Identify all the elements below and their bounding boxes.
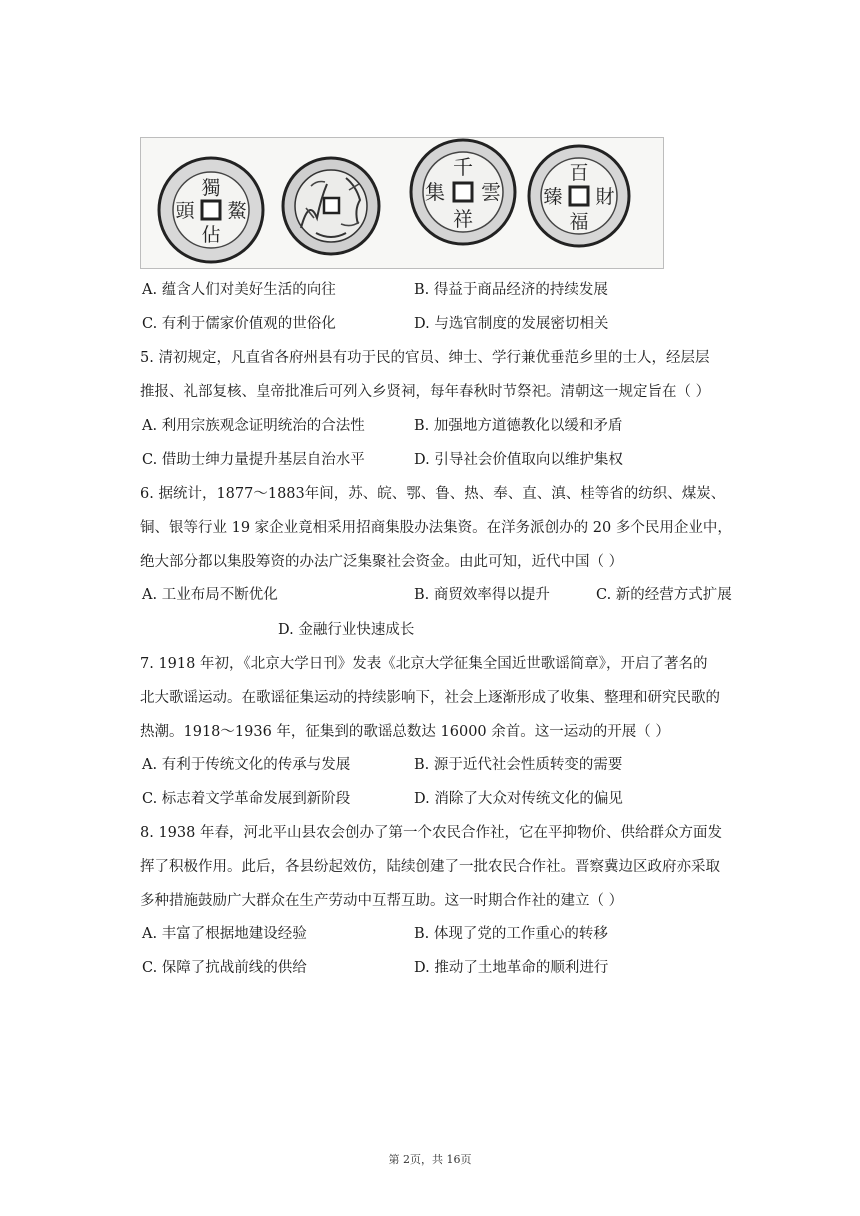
q6-stem-line-1: 6. 据统计，1877～1883年间，苏、皖、鄂、鲁、热、奉、直、滇、桂等省的纺织、煤炭、 (140, 486, 726, 502)
q6-stem-line-2: 铜、银等行业 19 家企业竟相采用招商集股办法集资。在洋务派创办的 20 多个民用企业中， (140, 520, 732, 536)
q7-option-d: D. 消除了大众对传统文化的偏见 (414, 791, 623, 807)
q6-option-b: B. 商贸效率得以提升 (414, 587, 550, 603)
q8-option-a: A. 丰富了根据地建设经验 (142, 926, 307, 942)
q7-stem-line-1: 7. 1918 年初，《北京大学日刊》发表《北京大学征集全国近世歌谣简章》，开启了著名的 (140, 656, 708, 672)
q7-option-a: A. 有利于传统文化的传承与发展 (142, 757, 351, 773)
q6-option-a: A. 工业布局不断优化 (142, 587, 278, 603)
q8-option-c: C. 保障了抗战前线的供给 (142, 960, 307, 976)
q5-stem-line-1: 5. 清初规定，凡直省各府州县有功于民的官员、绅士、学行兼优垂范乡里的士人，经层层 (140, 350, 710, 366)
q8-stem-line-2: 挥了积极作用。此后，各县纷起效仿，陆续创建了一批农民合作社。晋察冀边区政府亦采取 (140, 859, 720, 875)
q4-option-a: A. 蕴含人们对美好生活的向往 (142, 282, 336, 298)
q4-option-d: D. 与选官制度的发展密切相关 (414, 316, 609, 332)
q8-option-b: B. 体现了党的工作重心的转移 (414, 926, 608, 942)
q7-stem-line-3: 热潮。1918～1936 年，征集到的歌谣总数达 16000 余首。这一运动的开展（ ） (140, 724, 670, 740)
coin-figure (140, 137, 664, 269)
q6-option-c: C. 新的经营方式扩展 (596, 587, 732, 603)
coin-3-bottom: 祥 (453, 207, 473, 231)
coin-1-right: 鰲 (227, 200, 247, 222)
q7-stem-line-2: 北大歌谣运动。在歌谣征集运动的持续影响下，社会上逐渐形成了收集、整理和研究民歌的 (140, 690, 720, 706)
coin-1-left: 頭 (175, 200, 195, 222)
q7-option-b: B. 源于近代社会性质转变的需要 (414, 757, 623, 773)
q6-stem-line-3: 绝大部分都以集股筹资的办法广泛集聚社会资金。由此可知，近代中国（ ） (140, 554, 624, 570)
coin-3-right: 雲 (481, 180, 501, 204)
coin-4-top: 百 (569, 162, 589, 184)
coin-3-top: 千 (453, 155, 473, 179)
coin-3 (411, 140, 515, 244)
q4-option-c: C. 有利于儒家价值观的世俗化 (142, 316, 336, 332)
q8-stem-line-1: 8. 1938 年春，河北平山县农会创办了第一个农民合作社，它在平抑物价、供给群众方面发 (140, 825, 722, 841)
page-number-footer: 第 2页，共 16页 (388, 1153, 472, 1166)
q8-option-d: D. 推动了土地革命的顺利进行 (414, 960, 609, 976)
coin-1-bottom: 佔 (201, 224, 221, 246)
q5-option-b: B. 加强地方道德教化以缓和矛盾 (414, 418, 623, 434)
q4-option-b: B. 得益于商品经济的持续发展 (414, 282, 608, 298)
coin-4-right: 財 (595, 186, 615, 208)
q5-stem-line-2: 推报、礼部复核、皇帝批准后可列入乡贤祠，每年春秋时节祭祀。清朝这一规定旨在（ ） (140, 384, 711, 400)
q6-option-d: D. 金融行业快速成长 (278, 622, 415, 638)
q5-option-c: C. 借助士绅力量提升基层自治水平 (142, 452, 365, 468)
coin-4-bottom: 福 (569, 211, 589, 233)
coin-4-left: 臻 (543, 186, 563, 208)
coins-illustration (141, 138, 663, 268)
q5-option-a: A. 利用宗族观念证明统治的合法性 (142, 418, 365, 434)
coin-1-top: 獨 (201, 177, 221, 199)
coin-2 (283, 158, 379, 254)
q5-option-d: D. 引导社会价值取向以维护集权 (414, 452, 623, 468)
coin-4 (529, 146, 629, 246)
q8-stem-line-3: 多种措施鼓励广大群众在生产劳动中互帮互助。这一时期合作社的建立（ ） (140, 893, 624, 909)
coin-3-left: 集 (425, 180, 445, 204)
coin-1 (159, 158, 263, 262)
q7-option-c: C. 标志着文学革命发展到新阶段 (142, 791, 351, 807)
